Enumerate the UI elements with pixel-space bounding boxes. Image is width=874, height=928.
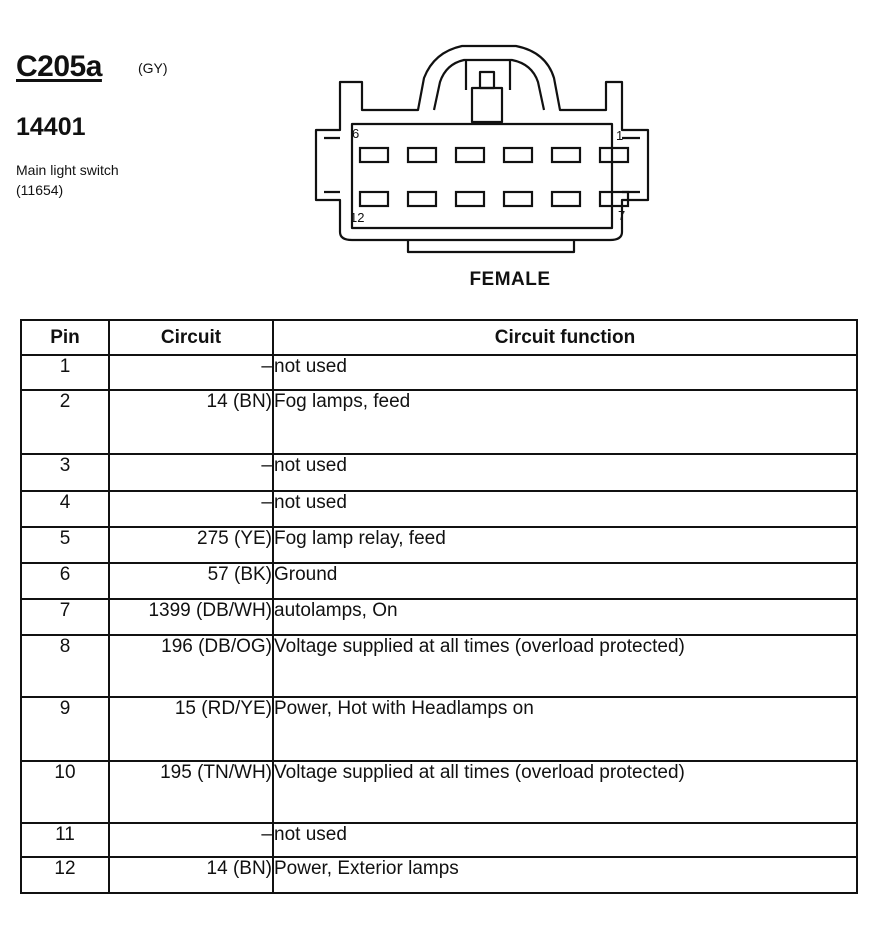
circuit-cell: 275 (YE) xyxy=(109,527,273,563)
pin-slot xyxy=(552,148,580,162)
table-row xyxy=(21,635,857,697)
pin-cell: 9 xyxy=(21,697,109,761)
component-number: (11654) xyxy=(16,182,64,198)
table-row xyxy=(21,697,857,761)
pin-cell: 6 xyxy=(21,563,109,599)
table-row xyxy=(21,527,857,563)
pin-label-1: 1 xyxy=(616,128,624,143)
function-cell: Power, Hot with Headlamps on xyxy=(273,697,857,761)
pin-slot xyxy=(600,148,628,162)
circuit-cell: 14 (BN) xyxy=(109,390,273,454)
pin-cell: 7 xyxy=(21,599,109,635)
table-row xyxy=(21,761,857,823)
pin-slot xyxy=(360,192,388,206)
function-cell: not used xyxy=(273,454,857,491)
pin-cell: 3 xyxy=(21,454,109,491)
pin-slot xyxy=(360,148,388,162)
pin-cell: 12 xyxy=(21,857,109,893)
pin-slot xyxy=(456,192,484,206)
pin-cell: 5 xyxy=(21,527,109,563)
connector-housing xyxy=(316,46,648,240)
pin-cell: 1 xyxy=(21,355,109,390)
connector-code: C205a xyxy=(16,50,102,83)
function-cell: Voltage supplied at all times (overload protected) xyxy=(273,761,857,823)
table-row xyxy=(21,454,857,491)
function-cell: not used xyxy=(273,823,857,857)
connector-face-diagram xyxy=(300,38,680,268)
function-cell: Voltage supplied at all times (overload protected) xyxy=(273,635,857,697)
locking-tab xyxy=(434,60,544,110)
function-cell: not used xyxy=(273,355,857,390)
circuit-column-header: Circuit xyxy=(109,320,273,355)
pin-slot xyxy=(456,148,484,162)
circuit-cell: 14 (BN) xyxy=(109,857,273,893)
circuit-cell: 195 (TN/WH) xyxy=(109,761,273,823)
component-description xyxy=(16,160,119,200)
connector-view-label: FEMALE xyxy=(469,269,551,290)
function-cell: Power, Exterior lamps xyxy=(273,857,857,893)
description-text: Main light switch xyxy=(16,162,119,178)
circuit-cell: – xyxy=(109,355,273,390)
pin-cell: 8 xyxy=(21,635,109,697)
pin-slot xyxy=(552,192,580,206)
connector-skirt xyxy=(408,240,574,252)
connector-color: (GY) xyxy=(138,60,168,76)
pin-label-12: 12 xyxy=(350,210,365,225)
function-cell: autolamps, On xyxy=(273,599,857,635)
pin-label-7: 7 xyxy=(618,208,626,223)
function-cell: Fog lamps, feed xyxy=(273,390,857,454)
pin-slot xyxy=(408,148,436,162)
pin-label-6: 6 xyxy=(352,126,360,141)
pin-slot xyxy=(408,192,436,206)
table-row xyxy=(21,563,857,599)
function-cell: Fog lamp relay, feed xyxy=(273,527,857,563)
table-row xyxy=(21,491,857,527)
pin-cell: 2 xyxy=(21,390,109,454)
circuit-cell: – xyxy=(109,823,273,857)
pin-cell: 11 xyxy=(21,823,109,857)
table-header-row xyxy=(21,320,857,355)
pin-cell: 4 xyxy=(21,491,109,527)
table-row xyxy=(21,355,857,390)
pin-column-header: Pin xyxy=(21,320,109,355)
function-cell: Ground xyxy=(273,563,857,599)
circuit-cell: 1399 (DB/WH) xyxy=(109,599,273,635)
table-row xyxy=(21,823,857,857)
circuit-cell: – xyxy=(109,491,273,527)
pin-slot xyxy=(504,192,532,206)
function-cell: not used xyxy=(273,491,857,527)
circuit-cell: 196 (DB/OG) xyxy=(109,635,273,697)
pin-slot xyxy=(504,148,532,162)
circuit-cell: 57 (BK) xyxy=(109,563,273,599)
table-row xyxy=(21,599,857,635)
part-number: 14401 xyxy=(16,113,86,141)
table-row xyxy=(21,857,857,893)
connector-inner-wall xyxy=(352,124,612,228)
function-column-header: Circuit function xyxy=(273,320,857,355)
table-row xyxy=(21,390,857,454)
circuit-cell: 15 (RD/YE) xyxy=(109,697,273,761)
circuit-cell: – xyxy=(109,454,273,491)
pinout-table xyxy=(20,319,858,894)
pin-cell: 10 xyxy=(21,761,109,823)
